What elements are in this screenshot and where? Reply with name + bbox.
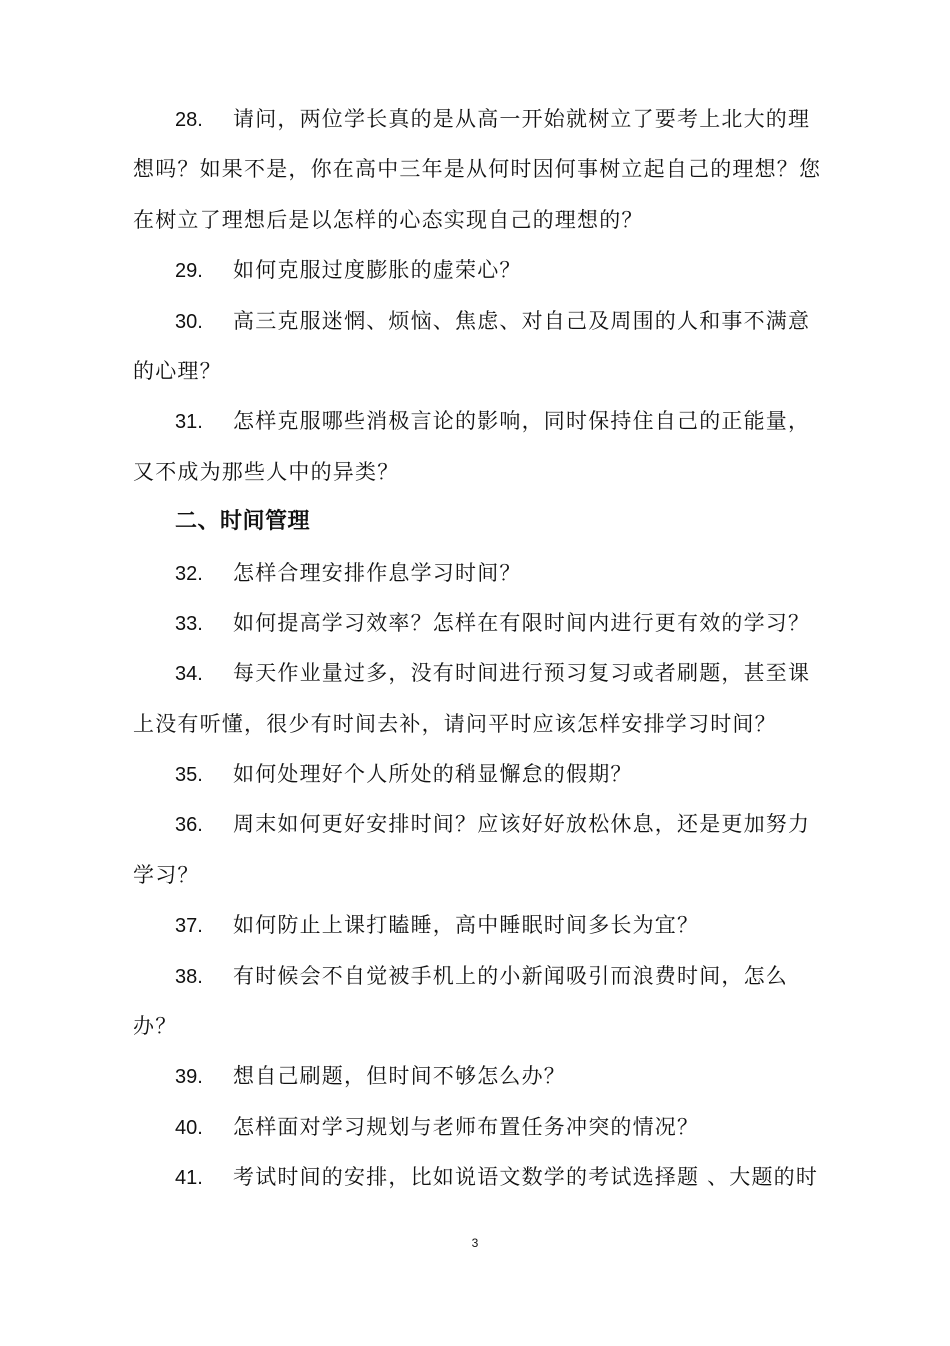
question-text: 周末如何更好安排时间？应该好好放松休息，还是更加努力 — [233, 812, 811, 837]
question-text: 想吗？如果不是，你在高中三年是从何时因何事树立起自己的理想？您 — [133, 157, 822, 182]
question-text: 办？ — [133, 1014, 178, 1039]
question-number: 32. — [175, 562, 203, 585]
question-first-line — [133, 648, 823, 698]
question-text: 怎样合理安排作息学习时间？ — [233, 560, 522, 585]
question-continuation-line — [133, 447, 823, 497]
question-number: 29. — [175, 260, 203, 283]
question-number: 31. — [175, 411, 203, 434]
question-continuation-line — [133, 195, 823, 245]
question-number: 38. — [175, 965, 203, 988]
question-number: 34. — [175, 663, 203, 686]
question-item — [133, 396, 823, 497]
question-text: 每天作业量过多，没有时间进行预习复习或者刷题，甚至课 — [233, 661, 811, 686]
page-number: 3 — [471, 1236, 479, 1250]
question-first-line — [133, 951, 823, 1001]
question-first-line — [133, 749, 823, 799]
document-body — [133, 94, 823, 1203]
question-continuation-line — [133, 850, 823, 900]
question-text: 请问，两位学长真的是从高一开始就树立了要考上北大的理 — [233, 107, 811, 131]
question-text: 考试时间的安排，比如说语文数学的考试选择题 、大题的时 — [233, 1165, 819, 1190]
question-item — [133, 749, 823, 799]
question-first-line — [133, 900, 823, 950]
question-text: 如何防止上课打瞌睡，高中睡眠时间多长为宜？ — [233, 913, 700, 938]
question-number: 36. — [175, 814, 203, 837]
question-text: 想自己刷题，但时间不够怎么办？ — [233, 1064, 566, 1089]
question-item — [133, 1152, 823, 1202]
question-text: 怎样克服哪些消极言论的影响，同时保持住自己的正能量， — [233, 409, 811, 434]
question-continuation-line — [133, 144, 823, 194]
question-number: 30. — [175, 310, 203, 333]
question-first-line — [133, 799, 823, 849]
question-item — [133, 1102, 823, 1152]
question-list-part-two — [133, 548, 823, 1203]
question-first-line — [133, 598, 823, 648]
question-item — [133, 900, 823, 950]
question-item — [133, 548, 823, 598]
question-number: 39. — [175, 1066, 203, 1089]
question-text: 如何克服过度膨胀的虚荣心？ — [233, 258, 522, 283]
question-text: 如何提高学习效率？怎样在有限时间内进行更有效的学习？ — [233, 610, 811, 635]
question-first-line — [133, 396, 823, 446]
question-continuation-line — [133, 1001, 823, 1051]
question-item — [133, 951, 823, 1052]
question-number: 40. — [175, 1116, 203, 1139]
question-first-line — [133, 94, 823, 144]
question-item — [133, 799, 823, 900]
question-text: 学习？ — [133, 862, 200, 887]
section-heading: 二、时间管理 — [175, 509, 311, 535]
question-item — [133, 296, 823, 397]
question-item — [133, 648, 823, 749]
question-list-part-one — [133, 94, 823, 497]
question-number: 37. — [175, 915, 203, 938]
question-first-line — [133, 1102, 823, 1152]
question-number: 33. — [175, 612, 203, 635]
question-text: 高三克服迷惘、烦恼、焦虑、对自己及周围的人和事不满意 — [233, 308, 811, 333]
question-text: 如何处理好个人所处的稍显懈怠的假期？ — [233, 762, 633, 787]
question-text: 又不成为那些人中的异类？ — [133, 459, 400, 484]
question-number: 41. — [175, 1167, 203, 1190]
question-text: 上没有听懂，很少有时间去补，请问平时应该怎样安排学习时间？ — [133, 711, 777, 736]
question-item — [133, 598, 823, 648]
question-item — [133, 1051, 823, 1101]
question-text: 的心理？ — [133, 358, 222, 383]
question-first-line — [133, 1051, 823, 1101]
question-first-line — [133, 1152, 823, 1202]
question-number: 28. — [175, 109, 203, 131]
question-text: 有时候会不自觉被手机上的小新闻吸引而浪费时间，怎么 — [233, 963, 788, 988]
question-first-line — [133, 245, 823, 295]
question-text: 在树立了理想后是以怎样的心态实现自己的理想的？ — [133, 207, 644, 232]
question-number: 35. — [175, 764, 203, 787]
question-continuation-line — [133, 699, 823, 749]
question-text: 怎样面对学习规划与老师布置任务冲突的情况？ — [233, 1114, 700, 1139]
question-item — [133, 245, 823, 295]
question-first-line — [133, 548, 823, 598]
question-item — [133, 94, 823, 245]
question-first-line — [133, 296, 823, 346]
question-continuation-line — [133, 346, 823, 396]
